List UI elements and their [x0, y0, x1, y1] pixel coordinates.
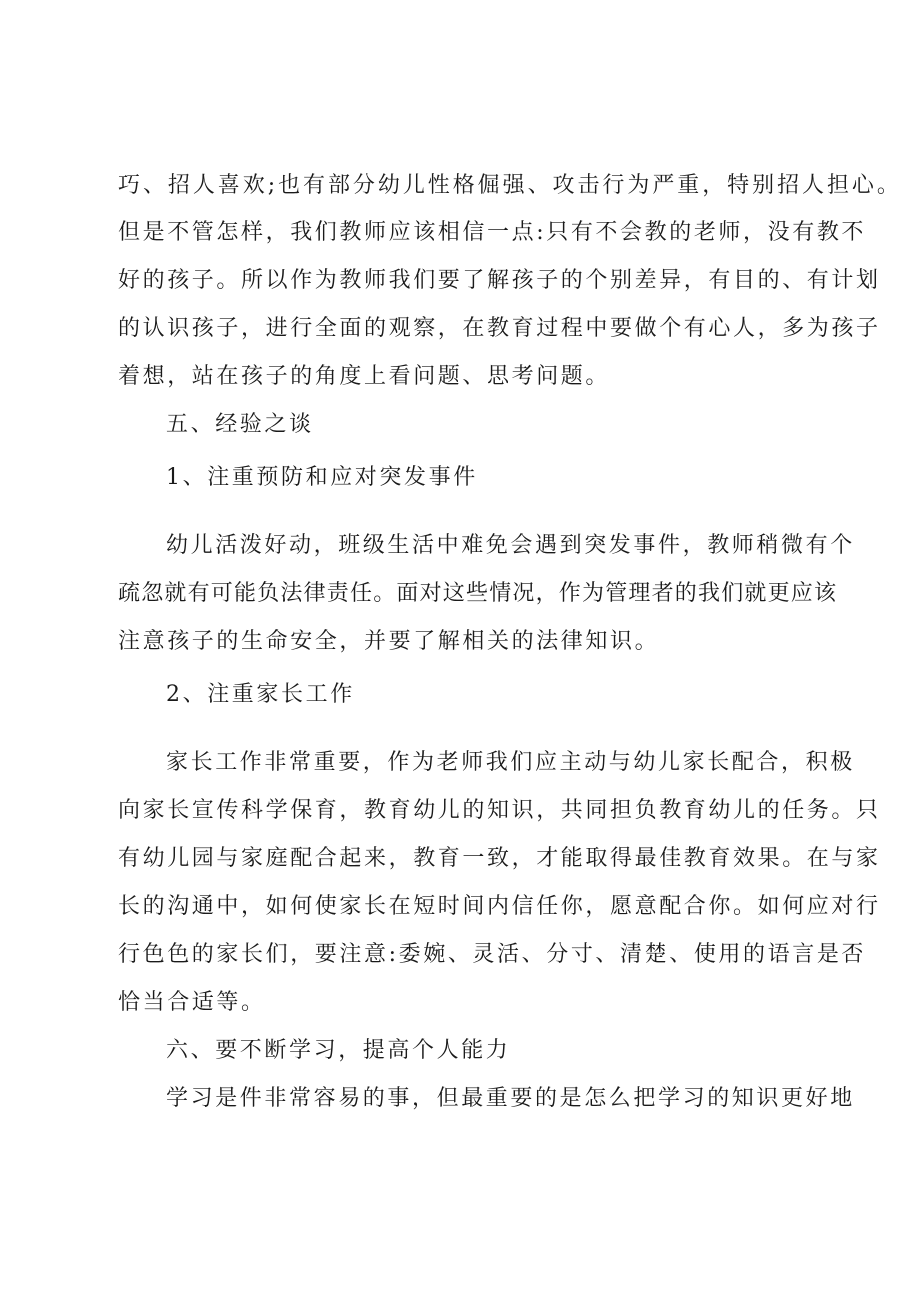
paragraph-line: 行色色的家长们，要注意:委婉、灵活、分寸、清楚、使用的语言是否: [118, 942, 867, 967]
paragraph-line: 注意孩子的生命安全，并要了解相关的法律知识。: [118, 629, 660, 654]
paragraph-line: 着想，站在孩子的角度上看问题、思考问题。: [118, 364, 611, 389]
paragraph-line: 巧、招人喜欢;也有部分幼儿性格倔强、攻击行为严重，特别招人担心。: [118, 173, 902, 198]
paragraph-line: 但是不管怎样，我们教师应该相信一点:只有不会教的老师，没有教不: [118, 220, 867, 245]
paragraph-line: 疏忽就有可能负法律责任。面对这些情况，作为管理者的我们就更应该: [118, 581, 838, 606]
paragraph-line: 恰当合适等。: [118, 990, 266, 1015]
subsection-heading: 2、注重家长工作: [166, 682, 355, 707]
paragraph-line: 学习是件非常容易的事，但最重要的是怎么把学习的知识更好地: [166, 1086, 855, 1111]
paragraph-line: 的认识孩子，进行全面的观察，在教育过程中要做个有心人，多为孩子: [118, 316, 881, 341]
paragraph-line: 好的孩子。所以作为教师我们要了解孩子的个别差异，有目的、有计划: [118, 268, 881, 293]
subsection-heading: 1、注重预防和应对突发事件: [166, 465, 478, 490]
section-heading: 六、要不断学习，提高个人能力: [166, 1038, 511, 1063]
section-heading: 五、经验之谈: [166, 412, 314, 437]
paragraph-line: 家长工作非常重要，作为老师我们应主动与幼儿家长配合，积极: [166, 750, 855, 775]
paragraph-line: 有幼儿园与家庭配合起来，教育一致，才能取得最佳教育效果。在与家: [118, 846, 881, 871]
paragraph-line: 长的沟通中，如何使家长在短时间内信任你，愿意配合你。如何应对行: [118, 894, 881, 919]
paragraph-line: 向家长宣传科学保育，教育幼儿的知识，共同担负教育幼儿的任务。只: [118, 798, 881, 823]
paragraph-line: 幼儿活泼好动，班级生活中难免会遇到突发事件，教师稍微有个: [166, 533, 855, 558]
